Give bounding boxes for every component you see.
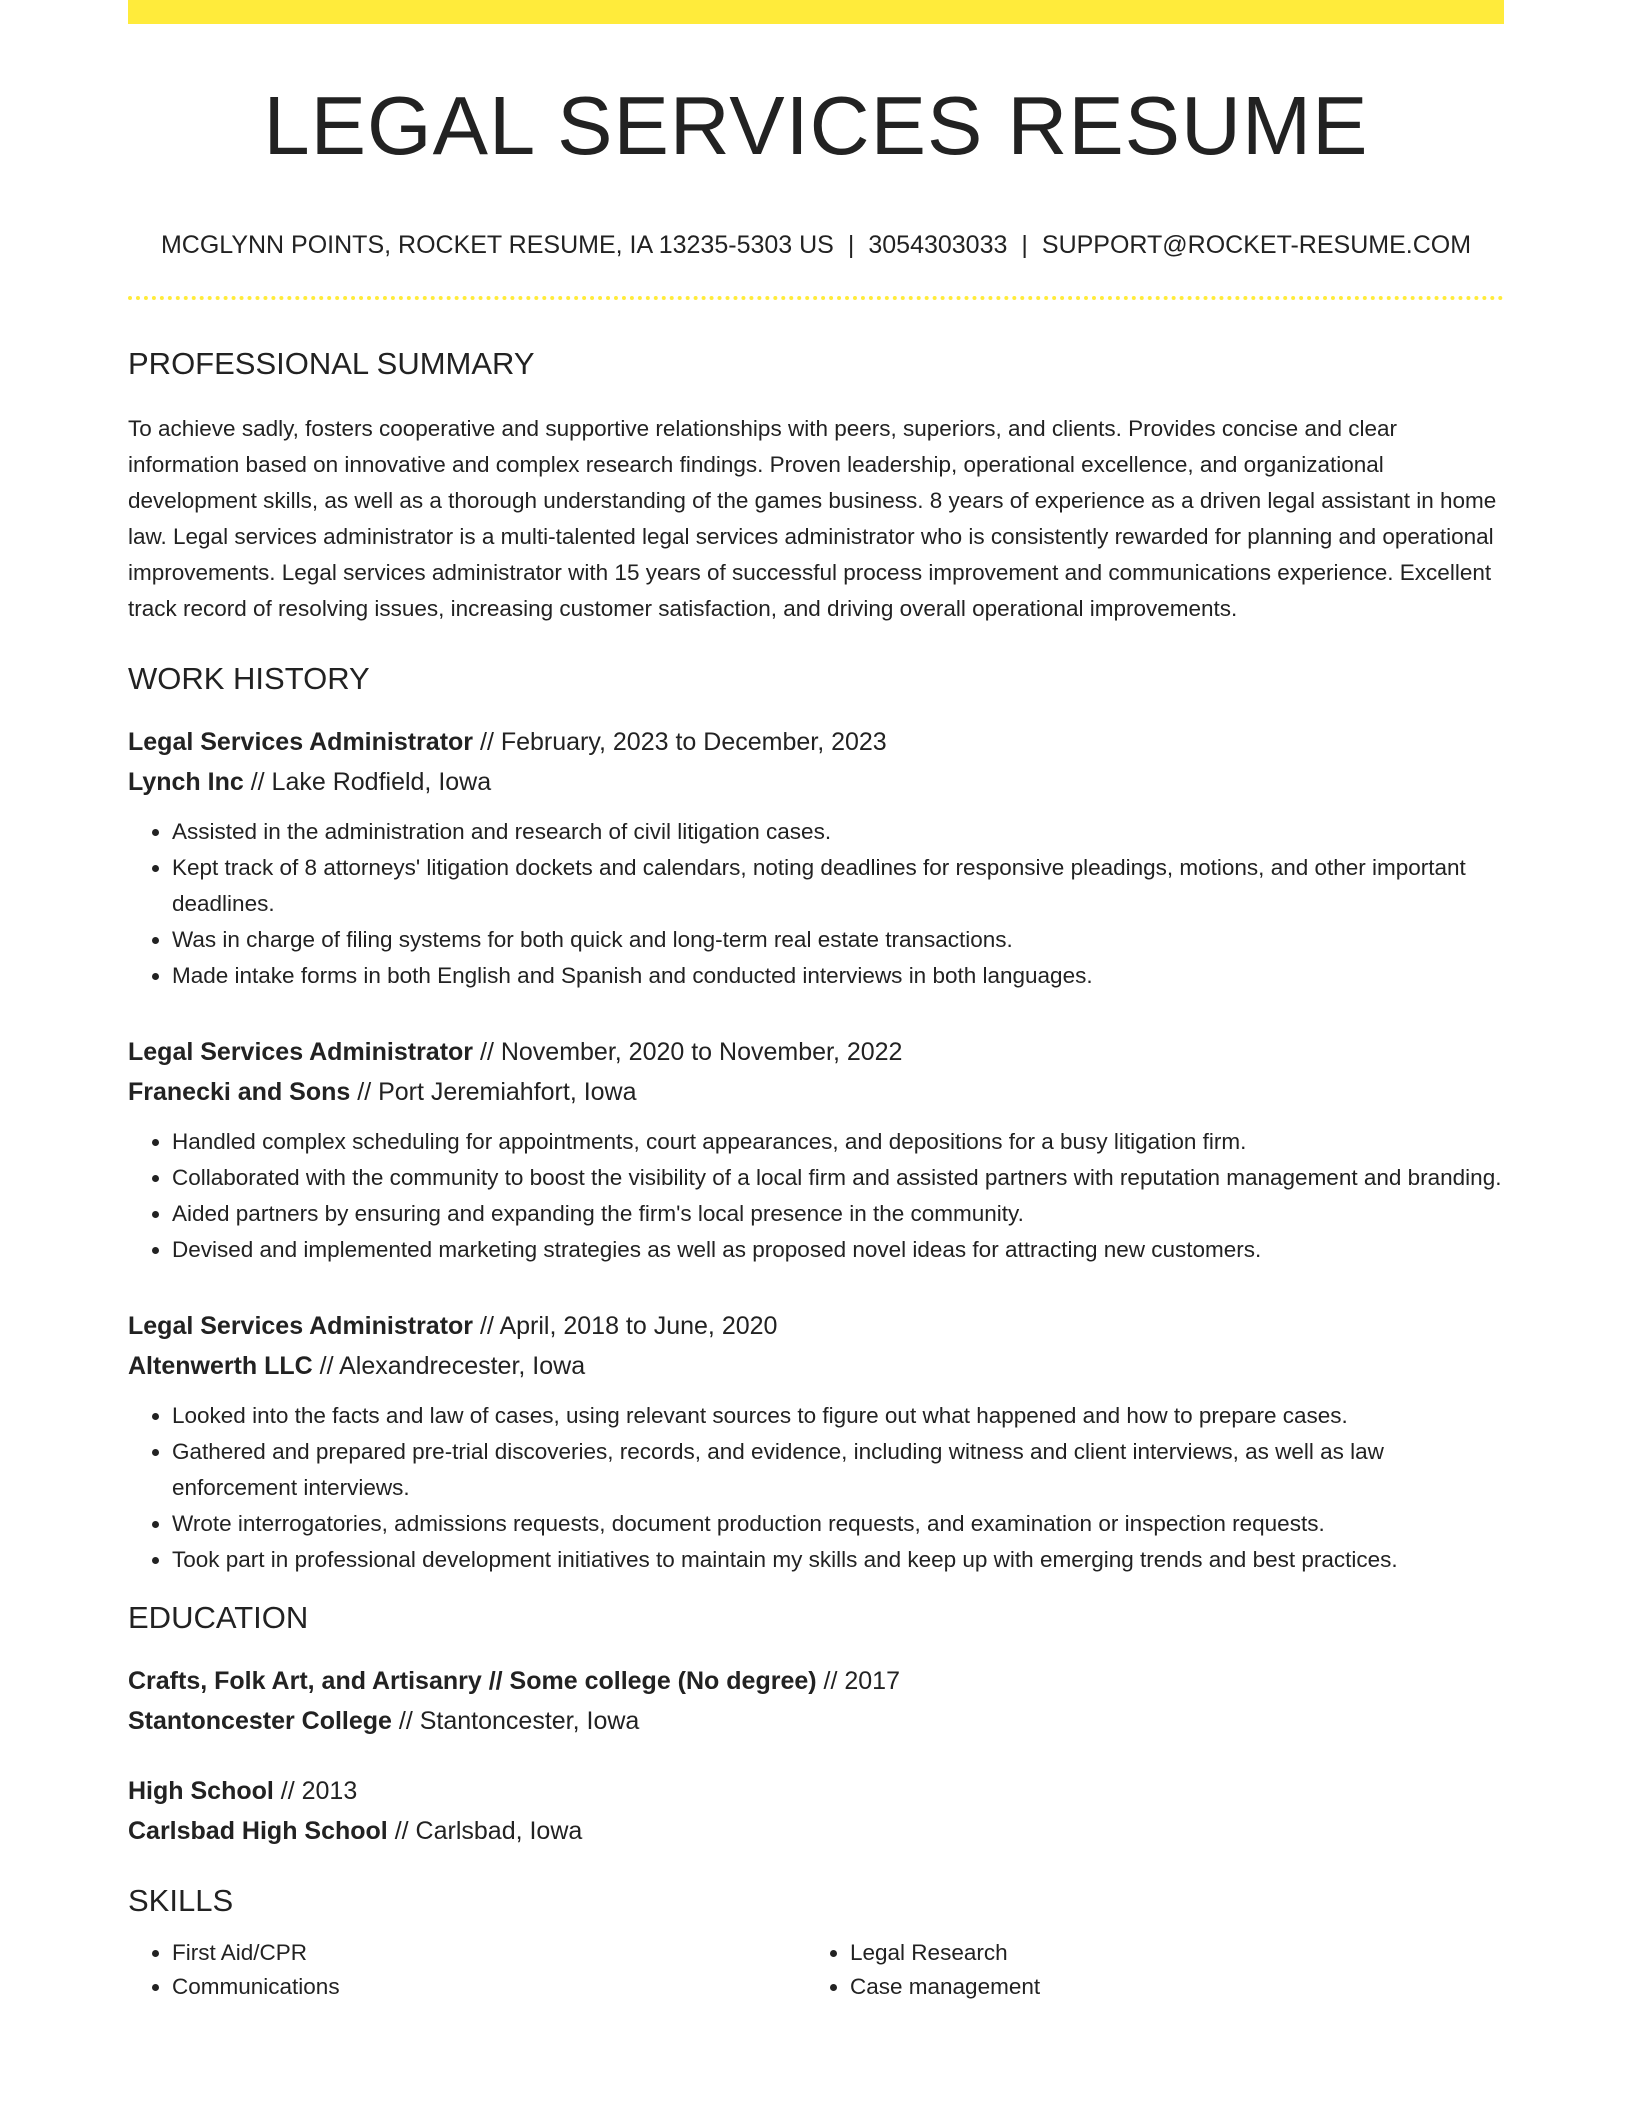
education-location: // Carlsbad, Iowa xyxy=(387,1817,583,1845)
list-item: • First Aid/CPR xyxy=(172,1936,806,1970)
job-title-line xyxy=(128,1306,1504,1346)
education-school: Carlsbad High School xyxy=(128,1817,388,1845)
skills-column-right xyxy=(806,1936,1484,2004)
job-location: // Alexandrecester, Iowa xyxy=(312,1352,586,1380)
list-item: • Aided partners by ensuring and expanding the firm's local presence in the community. xyxy=(172,1196,1504,1232)
resume-page xyxy=(128,0,1504,2004)
job-dates: // April, 2018 to June, 2020 xyxy=(473,1312,778,1340)
skills-column-left xyxy=(128,1936,806,2004)
education-year: // 2017 xyxy=(816,1667,900,1695)
summary-text: To achieve sadly, fosters cooperative and supportive relationships with peers, superiors, and clients. Provides concise and clear information based on innovative and complex research findings. Proven leadership, operational excellence, and organizational development skills, as well as a thorough understanding of the games business. 8 years of experience as a driven legal assistant in home law. Legal services administrator is a multi-talented legal services administrator who is consistently rewarded for planning and operational improvements. Legal services administrator with 15 years of successful process improvement and communications experience. Excellent track record of resolving issues, increasing customer satisfaction, and driving overall operational improvements. xyxy=(128,416,1497,621)
dotted-divider xyxy=(128,296,1504,300)
summary-heading: PROFESSIONAL SUMMARY xyxy=(128,346,535,381)
list-item: • Took part in professional development initiatives to maintain my skills and keep up with emerging trends and best practices. xyxy=(172,1542,1504,1578)
contact-line xyxy=(128,233,1504,258)
education-entry xyxy=(128,1771,1504,1851)
resume-title: LEGAL SERVICES RESUME xyxy=(263,79,1369,172)
list-item: • Kept track of 8 attorneys' litigation dockets and calendars, noting deadlines for responsive pleadings, motions, and other important deadlines. xyxy=(172,850,1504,922)
education-school-line xyxy=(128,1811,1504,1851)
list-item: • Communications xyxy=(172,1970,806,2004)
job-company-line xyxy=(128,1072,1504,1112)
education-degree-line xyxy=(128,1771,1504,1811)
contact-phone: 3054303033 xyxy=(868,231,1008,259)
contact-separator: | xyxy=(847,231,855,259)
job-location: // Lake Rodfield, Iowa xyxy=(243,768,492,796)
education-degree: Crafts, Folk Art, and Artisanry // Some college (No degree) xyxy=(128,1667,817,1695)
education-degree: High School xyxy=(128,1777,274,1805)
job-bullets xyxy=(128,814,1504,994)
list-item: • Looked into the facts and law of cases, using relevant sources to figure out what happened and how to prepare cases. xyxy=(172,1398,1504,1434)
job-role: Legal Services Administrator xyxy=(128,728,474,756)
job-company-line xyxy=(128,762,1504,802)
work-history-heading: WORK HISTORY xyxy=(128,661,370,696)
education-school: Stantoncester College xyxy=(128,1707,392,1735)
contact-separator: | xyxy=(1021,231,1028,259)
education-location: // Stantoncester, Iowa xyxy=(391,1707,640,1735)
job-bullets xyxy=(128,1124,1504,1268)
job-bullets xyxy=(128,1398,1504,1578)
skills-list xyxy=(128,1936,1504,2004)
job-title-line xyxy=(128,1032,1504,1072)
education-school-line xyxy=(128,1701,1504,1741)
education-year: // 2013 xyxy=(273,1777,358,1805)
list-item: • Was in charge of filing systems for both quick and long-term real estate transactions. xyxy=(172,922,1504,958)
education-entry xyxy=(128,1661,1504,1741)
job-title-line xyxy=(128,722,1504,762)
job-entry xyxy=(128,722,1504,994)
education-degree-line xyxy=(128,1661,1504,1701)
job-entry xyxy=(128,1032,1504,1268)
contact-email: SUPPORT@ROCKET-RESUME.COM xyxy=(1041,231,1472,259)
list-item: • Handled complex scheduling for appointments, court appearances, and depositions for a busy litigation firm. xyxy=(172,1124,1504,1160)
list-item: • Wrote interrogatories, admissions requests, document production requests, and examination or inspection requests. xyxy=(172,1506,1504,1542)
contact-address: MCGLYNN POINTS, ROCKET RESUME, IA 13235-5303 US xyxy=(160,231,834,259)
accent-bar xyxy=(128,0,1504,24)
list-item: • Case management xyxy=(850,1970,1484,2004)
job-dates: // November, 2020 to November, 2022 xyxy=(473,1038,903,1066)
list-item: • Devised and implemented marketing strategies as well as proposed novel ideas for attracting new customers. xyxy=(172,1232,1504,1268)
job-company: Altenwerth LLC xyxy=(128,1352,313,1380)
skills-heading: SKILLS xyxy=(128,1883,234,1918)
job-location: // Port Jeremiahfort, Iowa xyxy=(350,1078,637,1106)
education-heading: EDUCATION xyxy=(128,1600,309,1635)
list-item: • Made intake forms in both English and Spanish and conducted interviews in both languages. xyxy=(172,958,1504,994)
job-company: Franecki and Sons xyxy=(128,1078,351,1106)
job-entry xyxy=(128,1306,1504,1578)
job-company-line xyxy=(128,1346,1504,1386)
list-item: • Legal Research xyxy=(850,1936,1484,1970)
job-role: Legal Services Administrator xyxy=(128,1038,474,1066)
list-item: • Collaborated with the community to boost the visibility of a local firm and assisted partners with reputation management and branding. xyxy=(172,1160,1504,1196)
list-item: • Gathered and prepared pre-trial discoveries, records, and evidence, including witness and client interviews, as well as law enforcement interviews. xyxy=(172,1434,1504,1506)
job-company: Lynch Inc xyxy=(128,768,244,796)
job-dates: // February, 2023 to December, 2023 xyxy=(473,728,887,756)
job-role: Legal Services Administrator xyxy=(128,1312,474,1340)
list-item: • Assisted in the administration and research of civil litigation cases. xyxy=(172,814,1504,850)
